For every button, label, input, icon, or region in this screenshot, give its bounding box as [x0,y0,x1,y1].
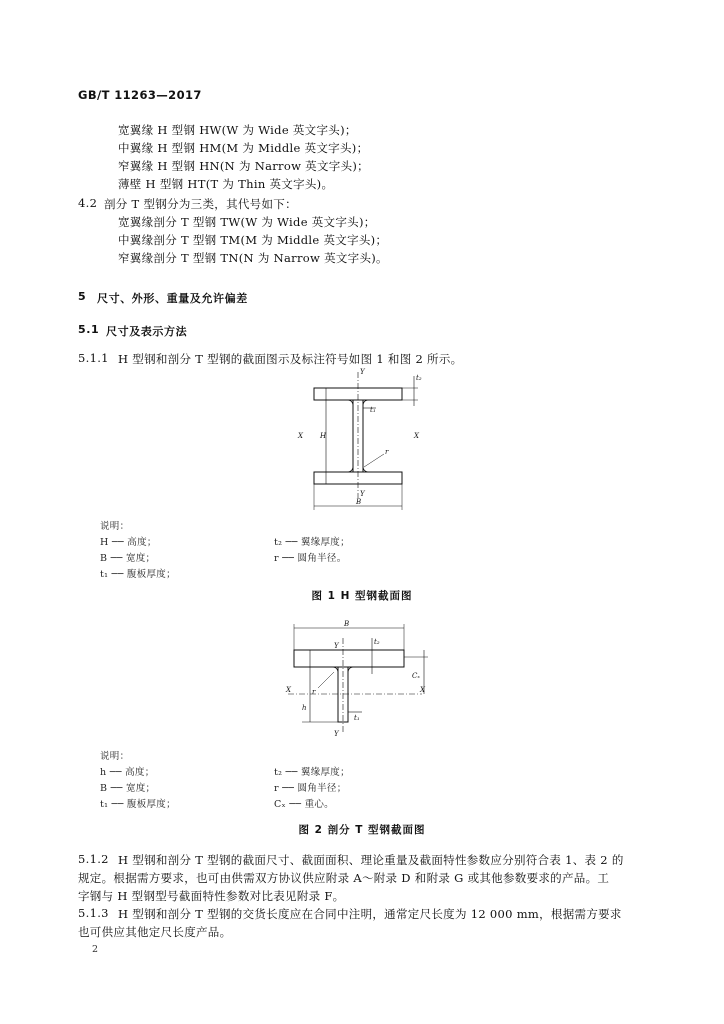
standard-code: GB/T 11263—2017 [78,88,202,102]
fig2-r-label: r [312,688,316,696]
list-item: 宽翼缘剖分 T 型钢 TW(W 为 Wide 英文字头)； [118,215,376,229]
legend-item: B ── 宽度； [100,783,156,794]
fig2-h-label: h [302,704,307,712]
legend-item: Cₓ ── 重心。 [274,799,334,810]
fig1-y-top-label: Y [360,368,365,376]
clause-text: H 型钢和剖分 T 型钢的截面图示及标注符号如图 1 和图 2 所示。 [118,352,463,366]
legend-title: 说明： [100,521,130,532]
list-item: 窄翼缘 H 型钢 HN(N 为 Narrow 英文字头)； [118,159,369,173]
list-item: 宽翼缘 H 型钢 HW(W 为 Wide 英文字头)； [118,123,357,137]
section-number: 5.1 [78,323,100,336]
legend-item: h ── 高度； [100,767,155,778]
fig1-x-right-label: X [414,432,419,440]
legend-item: B ── 宽度； [100,553,156,564]
clause-text: 剖分 T 型钢分为三类，其代号如下： [104,197,297,211]
clause-text: H 型钢和剖分 T 型钢的交货长度应在合同中注明，通常定尺长度为 12 000 mm，根据需方要求 [118,907,622,921]
fig2-x-right-label: X [420,686,425,694]
fig1-b-label: B [356,498,362,506]
legend-item: H ── 高度； [100,537,157,548]
clause-number: 4.2 [78,196,98,210]
figure-1-h-beam-diagram [290,366,430,516]
fig1-t2-label: t₂ [416,374,422,382]
legend-item: t₂ ── 翼缘厚度； [274,767,350,778]
clause-text: H 型钢和剖分 T 型钢的截面尺寸、截面面积、理论重量及截面特性参数应分别符合表 1、表 2 的 [118,853,624,867]
fig1-t1-label: t₁ [370,406,376,414]
section-number: 5 [78,290,87,303]
fig1-x-left-label: X [298,432,303,440]
list-item: 薄壁 H 型钢 HT(T 为 Thin 英文字头)。 [118,177,334,191]
fig2-t1-label: t₁ [354,714,360,722]
list-item: 窄翼缘剖分 T 型钢 TN(N 为 Narrow 英文字头)。 [118,251,388,265]
fig2-x-left-label: X [286,686,291,694]
list-item: 中翼缘剖分 T 型钢 TM(M 为 Middle 英文字头)； [118,233,388,247]
legend-title: 说明： [100,751,130,762]
list-item: 中翼缘 H 型钢 HM(M 为 Middle 英文字头)； [118,141,369,155]
fig2-y-bottom-label: Y [334,730,339,738]
page-number: 2 [92,944,99,955]
clause-text: 规定。根据需方要求，也可由供需双方协议供应附录 A～附录 D 和附录 G 或其他参数要求的产品。工 [78,871,610,885]
figure-1-caption: 图 1 H 型钢截面图 [311,590,413,602]
clause-text: 也可供应其他定尺长度产品。 [78,925,232,939]
clause-number: 5.1.2 [78,852,109,866]
figure-2-t-section-diagram [282,612,432,742]
fig1-r-label: r [385,448,389,456]
legend-item: t₁ ── 腹板厚度； [100,799,176,810]
clause-number: 5.1.1 [78,351,109,365]
clause-number: 5.1.3 [78,906,109,920]
legend-item: r ── 圆角半径； [274,783,347,794]
fig1-y-bottom-label: Y [360,490,365,498]
fig2-y-top-label: Y [334,642,339,650]
figure-2-caption: 图 2 剖分 T 型钢截面图 [298,824,426,836]
fig2-b-label: B [344,620,350,628]
fig2-t2-label: t₂ [374,638,380,646]
legend-item: r ── 圆角半径。 [274,553,347,564]
legend-item: t₁ ── 腹板厚度； [100,569,176,580]
clause-text: 字钢与 H 型钢型号截面特性参数对比表见附录 F。 [78,889,345,903]
legend-item: t₂ ── 翼缘厚度； [274,537,350,548]
fig2-cx-label: Cₓ [412,672,420,680]
fig1-h-label: H [320,432,327,440]
section-title: 尺寸、外形、重量及允许偏差 [97,292,248,305]
section-title: 尺寸及表示方法 [106,325,188,338]
